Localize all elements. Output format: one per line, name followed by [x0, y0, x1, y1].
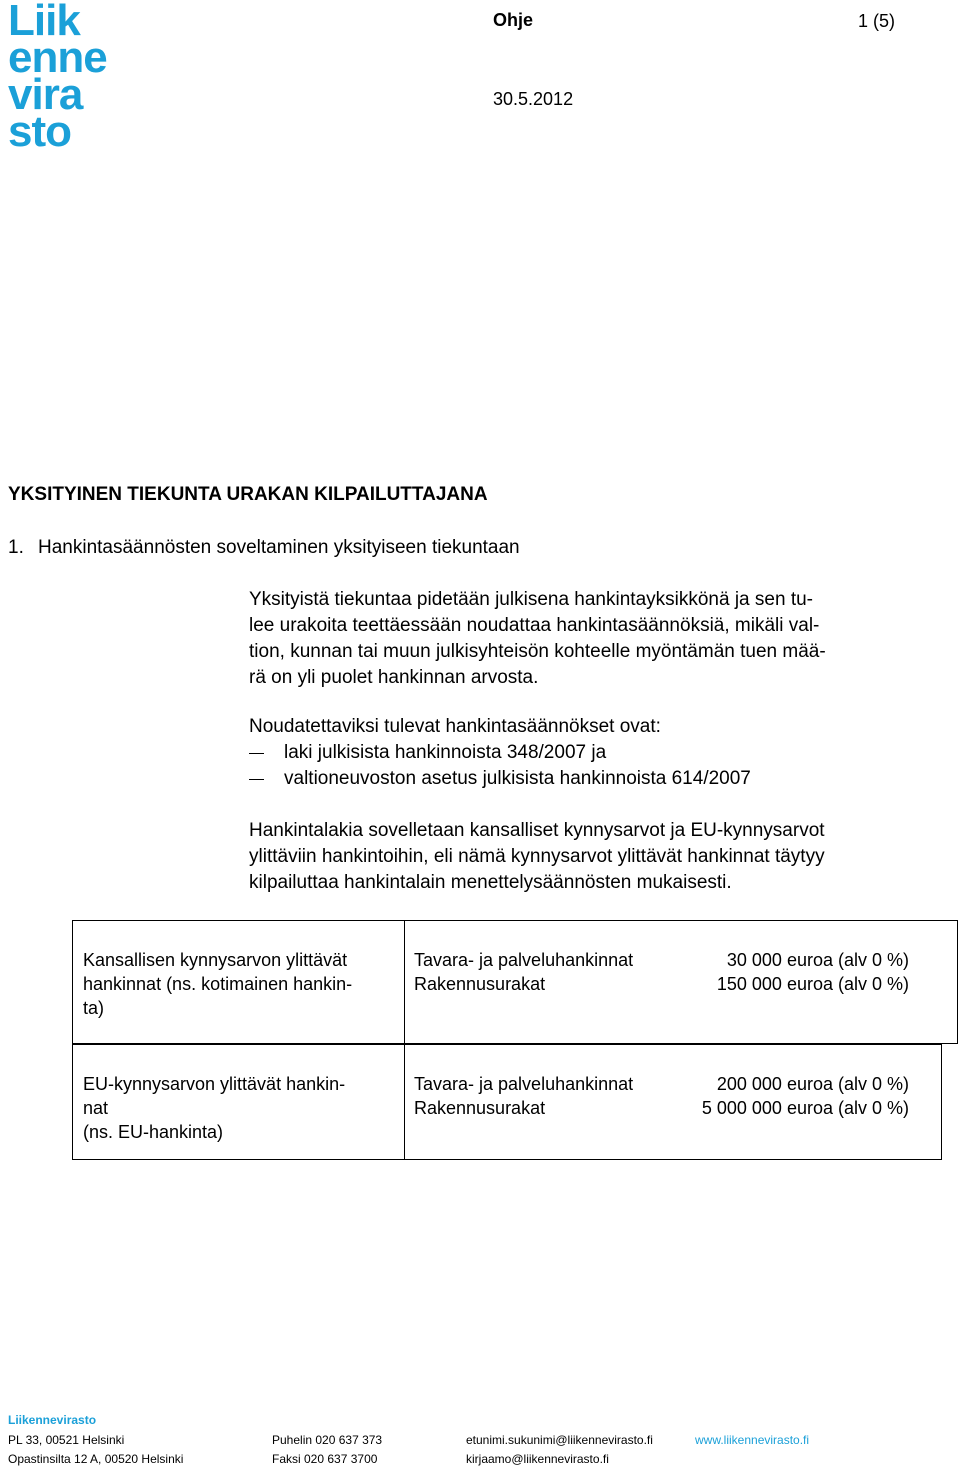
footer-street-address: Opastinsilta 12 A, 00520 Helsinki	[8, 1452, 184, 1466]
section-number: 1.	[8, 537, 24, 558]
threshold-item	[414, 948, 914, 972]
threshold-amount: 200 000 euroa (alv 0 %)	[716, 1074, 909, 1094]
threshold-amount: 5 000 000 euroa (alv 0 %)	[701, 1098, 909, 1118]
label-line: Kansallisen kynnysarvon ylittävät	[83, 950, 348, 970]
threshold-row-eu	[72, 1044, 942, 1160]
paragraph-line: Hankintalakia sovelletaan kansalliset kynnysarvot ja EU-kynnysarvot	[249, 820, 825, 841]
column-divider	[404, 921, 405, 1043]
rule-item-text: laki julkisista hankinnoista 348/2007 ja	[284, 742, 607, 763]
threshold-amount: 150 000 euroa (alv 0 %)	[716, 974, 909, 994]
page-number: 1 (5)	[858, 11, 896, 31]
paragraph-line: kilpailuttaa hankintalain menettelysäännösten mukaisesti.	[249, 872, 732, 893]
dash-bullet-icon	[249, 753, 264, 754]
label-line: (ns. EU-hankinta)	[83, 1122, 224, 1142]
rule-item	[249, 766, 939, 792]
label-line: nat	[83, 1098, 109, 1118]
procurement-type: Rakennusurakat	[414, 1098, 546, 1118]
paragraph-line: ylittäviin hankintoihin, eli nämä kynnysarvot ylittävät hankinnat täytyy	[249, 846, 825, 867]
section-title: Hankintasäännösten soveltaminen yksityiseen tiekuntaan	[38, 537, 520, 558]
footer-email-personal[interactable]: etunimi.sukunimi@liikennevirasto.fi	[466, 1433, 653, 1447]
section-heading	[8, 537, 520, 559]
footer-email-registry[interactable]: kirjaamo@liikennevirasto.fi	[466, 1452, 609, 1466]
threshold-item	[414, 972, 914, 996]
rules-intro: Noudatettaviksi tulevat hankintasäännökset ovat:	[249, 716, 661, 737]
rules-paragraph	[249, 714, 939, 792]
application-paragraph	[249, 818, 939, 896]
footer-fax: Faksi 020 637 3700	[272, 1452, 378, 1466]
label-line: EU-kynnysarvon ylittävät hankin-	[83, 1074, 346, 1094]
paragraph-line: tion, kunnan tai muun julkisyhteisön kohteelle myöntämän tuen mää-	[249, 641, 826, 662]
footer-postal-address: PL 33, 00521 Helsinki	[8, 1433, 125, 1447]
logo-line: vira	[8, 70, 83, 119]
paragraph-line: lee urakoita teettäessään noudattaa hankintasäännöksiä, mikäli val-	[249, 615, 820, 636]
document-type: Ohje	[493, 10, 534, 30]
threshold-label	[83, 948, 398, 1020]
liikennevirasto-logo	[8, 0, 138, 156]
document-date: 30.5.2012	[493, 89, 574, 109]
logo-line: enne	[8, 33, 107, 82]
procurement-type: Rakennusurakat	[414, 974, 546, 994]
threshold-values	[414, 948, 914, 996]
intro-paragraph	[249, 587, 939, 691]
label-line: ta)	[83, 998, 105, 1018]
document-title: YKSITYINEN TIEKUNTA URAKAN KILPAILUTTAJANA	[8, 484, 488, 505]
procurement-type: Tavara- ja palveluhankinnat	[414, 950, 634, 970]
dash-bullet-icon	[249, 779, 264, 780]
footer-website-link[interactable]: www.liikennevirasto.fi	[695, 1433, 810, 1447]
paragraph-line: Yksityistä tiekuntaa pidetään julkisena hankintayksikkönä ja sen tu-	[249, 589, 813, 610]
logo-line: sto	[8, 107, 71, 156]
logo-line: Liik	[8, 0, 80, 45]
footer-organization: Liikennevirasto	[8, 1413, 97, 1427]
threshold-label	[83, 1072, 398, 1144]
threshold-values	[414, 1072, 914, 1120]
threshold-amount: 30 000 euroa (alv 0 %)	[726, 950, 909, 970]
label-line: hankinnat (ns. kotimainen hankin-	[83, 974, 353, 994]
rule-item-text: valtioneuvoston asetus julkisista hankinnoista 614/2007	[284, 768, 751, 789]
paragraph-line: rä on yli puolet hankinnan arvosta.	[249, 667, 539, 688]
footer-phone: Puhelin 020 637 373	[272, 1433, 383, 1447]
threshold-row-national	[72, 920, 958, 1044]
rule-item	[249, 740, 939, 766]
procurement-type: Tavara- ja palveluhankinnat	[414, 1074, 634, 1094]
threshold-item	[414, 1096, 914, 1120]
column-divider	[404, 1045, 405, 1159]
threshold-item	[414, 1072, 914, 1096]
